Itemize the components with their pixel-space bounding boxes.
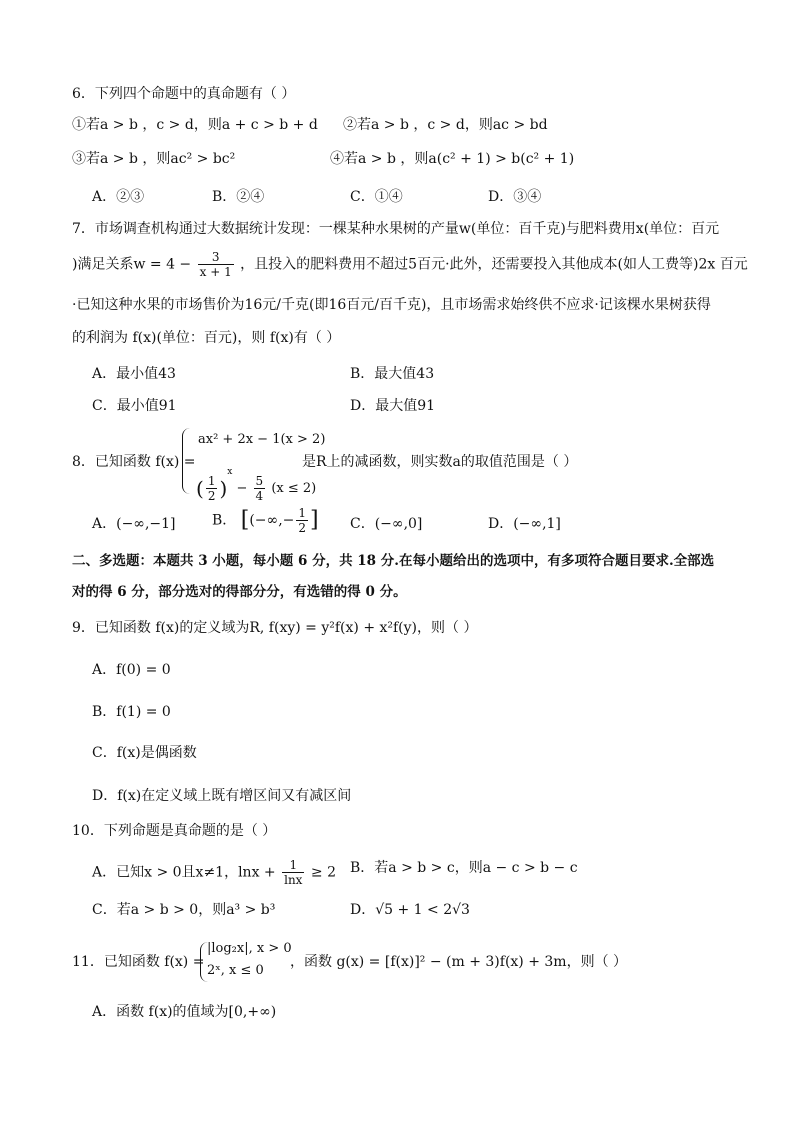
q6-option-a: A．②③	[92, 189, 145, 205]
q10-option-a	[92, 858, 336, 887]
q8-case-2-base	[206, 474, 218, 503]
q8-option-c: C．(−∞,0]	[350, 516, 423, 532]
q10-option-a-frac	[282, 858, 304, 887]
q8-option-b: B． [(−∞,− $\frac{1}{2}$ ]	[212, 506, 319, 535]
q6-option-d: D．③④	[488, 189, 542, 205]
q7-option-d: D．最大值91	[350, 398, 436, 414]
section-2-heading-line-2: 对的得 6 分，部分选对的得部分分，有选错的得 0 分。	[72, 584, 407, 600]
q8-option-d: D．(−∞,1]	[488, 516, 561, 532]
q8-case-2-base-n: 1	[207, 474, 216, 488]
q7-line-2-pre: )满足关系w = 4 −	[72, 256, 192, 273]
q8-piecewise-brace	[182, 428, 193, 494]
q11-option-a: A．函数 f(x)的值域为[0,+∞)	[92, 1004, 277, 1020]
q8-option-b-frac-n: 1	[298, 506, 307, 520]
q9-option-c: C．f(x)是偶函数	[92, 745, 197, 761]
q6-stem: 6．下列四个命题中的真命题有（ ）	[72, 86, 296, 102]
q7-fraction	[198, 250, 234, 279]
q6-option-c: C．①④	[350, 189, 403, 205]
q11-tail: ，函数 g(x) = [f(x)]² − (m + 3)f(x) + 3m，则（ ）	[290, 954, 628, 970]
q11-case-1: |log₂x|, x > 0	[207, 941, 292, 956]
q9-stem: 9．已知函数 f(x)的定义域为R, f(xy) = y²f(x) + x²f(y)，则（ ）	[72, 620, 478, 636]
q9-option-a: A．f(0) = 0	[92, 662, 171, 678]
q6-option-b: B．②④	[212, 189, 265, 205]
q6-proposition-4: ④若a > b ，则a(c² + 1) > b(c² + 1)	[330, 151, 575, 167]
q8-lead: 8．已知函数 f(x) =	[72, 454, 196, 470]
q10-option-a-frac-d: lnx	[284, 873, 303, 887]
q10-option-d: D．√5 + 1 < 2√3	[350, 902, 470, 918]
q6-proposition-2: ②若a > b ，c > d，则ac > bd	[343, 117, 548, 133]
q10-option-c: C．若a > b > 0，则a³ > b³	[92, 902, 276, 918]
section-2-heading-line-1: 二、多选题：本题共 3 小题，每小题 6 分，共 18 分.在每小题给出的选项中，有多项符合题目要求.全部选	[72, 553, 715, 569]
q7-line-3: ·已知这种水果的市场售价为16元/千克(即16百元/百千克)，且市场需求始终供不应求·记该棵水果树获得	[72, 297, 711, 313]
q8-option-b-frac-d: 2	[298, 521, 307, 535]
q10-option-a-frac-n: 1	[282, 858, 304, 873]
q6-proposition-1: ①若a > b ，c > d，则a + c > b + d	[72, 117, 318, 133]
q6-proposition-3: ③若a > b ，则ac² > bc²	[72, 151, 236, 167]
q10-option-b: B．若a > b > c，则a − c > b − c	[350, 860, 578, 876]
q8-case-2-exp: x	[227, 467, 233, 477]
q7-line-4: 的利润为 f(x)(单位：百元)，则 f(x)有（ ）	[72, 330, 341, 346]
q8-case-2: ( $\frac{1}{2}$ )$^x$ − $\frac{5}{4}$ (x ≤ 2)	[196, 467, 317, 503]
q11-lead: 11．已知函数 f(x) =	[72, 954, 205, 970]
q7-option-a: A．最小值43	[92, 366, 176, 382]
q7-line-2-post: ，且投入的肥料费用不超过5百元·此外，还需要投入其他成本(如人工费等)2x 百元	[240, 256, 748, 273]
q8-case-2-cond: (x ≤ 2)	[271, 481, 317, 496]
q8-case-1: ax² + 2x − 1(x > 2)	[198, 432, 326, 447]
q7-option-c: C．最小值91	[92, 398, 177, 414]
q11-case-2: 2ˣ, x ≤ 0	[207, 963, 264, 978]
q7-line-1: 7．市场调查机构通过大数据统计发现：一棵某种水果树的产量w(单位：百千克)与肥料费用x(单位：百元	[72, 221, 720, 237]
q9-option-b: B．f(1) = 0	[92, 704, 171, 720]
q7-option-b: B．最大值43	[350, 366, 435, 382]
q8-option-b-pre: (−∞,−	[249, 512, 295, 529]
q8-option-a: A．(−∞,−1]	[92, 516, 176, 532]
q8-case-2-frac	[254, 474, 266, 503]
q10-option-a-pre: A．已知x > 0且x≠1，lnx +	[92, 864, 276, 881]
q10-stem: 10．下列命题是真命题的是（ ）	[72, 823, 277, 839]
q9-option-d: D．f(x)在定义域上既有增区间又有减区间	[92, 788, 352, 804]
q8-option-b-frac	[296, 506, 308, 535]
q7-fraction-denominator: x + 1	[199, 265, 232, 279]
q8-option-b-post: ]	[310, 507, 319, 533]
q8-tail: 是R上的减函数，则实数a的取值范围是（ ）	[302, 454, 578, 470]
q8-case-2-frac-d: 4	[255, 489, 264, 503]
q7-line-2	[72, 250, 748, 279]
q8-option-b-label: B．	[212, 512, 237, 529]
q8-case-2-frac-n: 5	[255, 474, 264, 488]
q10-option-a-post: ≥ 2	[310, 864, 336, 881]
q8-case-2-base-d: 2	[207, 489, 216, 503]
q7-fraction-numerator: 3	[198, 250, 234, 265]
q8-case-2-minus: −	[236, 481, 248, 496]
